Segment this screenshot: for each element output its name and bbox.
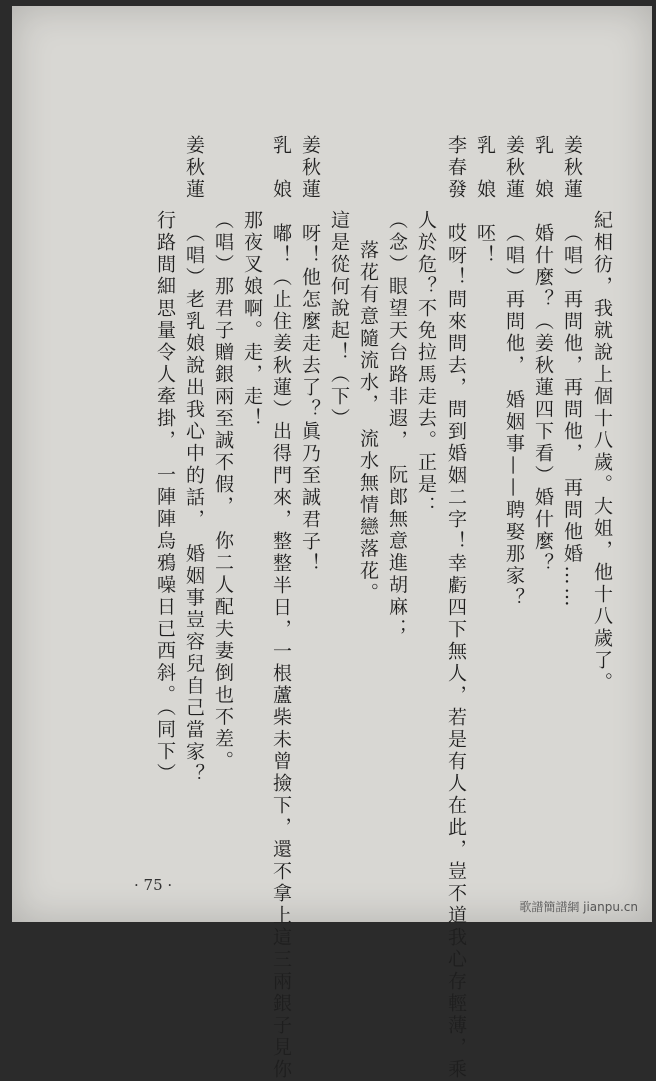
line-text: 行路間細思量令人牽掛， 一陣陣烏鴉噪日已西斜。（同下）: [154, 210, 176, 785]
speaker-name: 乳 娘: [532, 135, 554, 223]
text-column: [329, 210, 348, 430]
line-text: （唱）那君子贈銀兩至誠不假， 你二人配夫妻倒也不差。: [212, 210, 234, 773]
line-text: 哎呀！問來問去，問到婚姻二字！幸虧四下無人，若是有人在此，豈不道我心存輕薄，乘: [445, 223, 467, 1081]
line-text: 這是從何說起！（下）: [328, 210, 350, 430]
text-column: [533, 135, 552, 575]
line-text: （唱）再問他， 婚姻事——聘娶那家？: [503, 223, 525, 610]
speaker-name: 姜秋蓮: [503, 135, 525, 223]
text-column: [387, 210, 406, 641]
line-text: 那夜叉娘啊。走，走！: [241, 210, 263, 430]
line-text: （唱）老乳娘說出我心中的話， 婚姻事豈容兒自己當家？: [183, 223, 205, 786]
line-text: （念）眼望天台路非遐， 阮郎無意進胡麻；: [386, 210, 408, 641]
text-column: [155, 210, 174, 785]
text-column: [592, 210, 611, 694]
speaker-name: 乳 娘: [270, 135, 292, 223]
text-column: [504, 135, 523, 610]
line-text: 人於危？不免拉馬走去。正是：: [415, 210, 437, 518]
page-number: · 75 ·: [134, 876, 173, 894]
line-text: （唱）再問他，再問他， 再問他婚……: [561, 223, 583, 610]
text-column: [562, 135, 581, 610]
watermark: 歌譜簡譜網 jianpu.cn: [519, 900, 638, 914]
line-text: 嘟！（止住姜秋蓮）出得門來，整整半日，一根蘆柴未曾撿下，還不拿上這三兩銀子見你: [270, 223, 292, 1081]
line-text: 紀相彷，我就說上個十八歲。大姐，他十八歲了。: [591, 210, 613, 694]
script-text: [12, 6, 652, 1081]
text-column: [271, 135, 290, 1081]
book-page: [12, 6, 652, 1081]
text-column: [475, 135, 494, 267]
text-column: [416, 210, 435, 518]
speaker-name: 乳 娘: [474, 135, 496, 223]
text-column: [300, 135, 319, 575]
speaker-name: 姜秋蓮: [561, 135, 583, 223]
text-column: [446, 135, 465, 1081]
speaker-name: 姜秋蓮: [183, 135, 205, 223]
line-text: 婚什麼？（姜秋蓮四下看）婚什麼？: [532, 223, 554, 575]
speaker-name: 姜秋蓮: [299, 135, 321, 223]
text-column: [213, 210, 232, 773]
text-column: [242, 210, 261, 430]
speaker-name: 李春發: [445, 135, 467, 223]
line-text: 呀！他怎麼走去了？眞乃至誠君子！: [299, 223, 321, 575]
line-text: 呸！: [474, 223, 496, 267]
text-column: [184, 135, 203, 786]
line-text: 落花有意隨流水， 流水無情戀落花。: [357, 240, 379, 605]
text-column: [358, 240, 377, 605]
